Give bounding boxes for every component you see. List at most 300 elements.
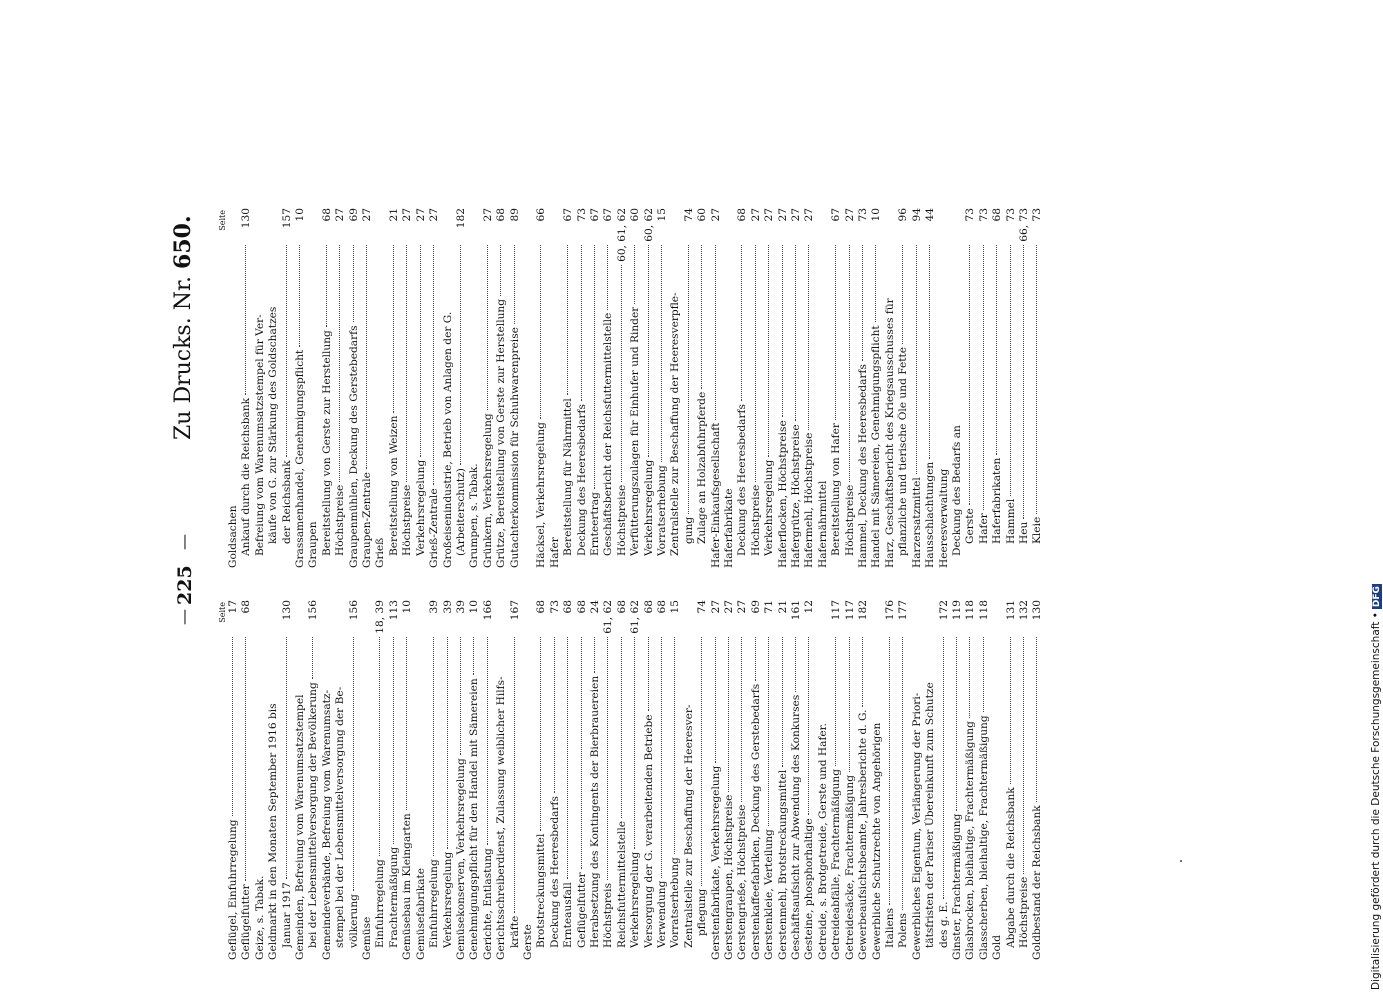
- entry-term: Hausschlachtungen: [924, 461, 937, 568]
- index-entry: [535, 208, 548, 568]
- entry-page-ref: 39: [454, 600, 467, 614]
- index-entry: [696, 208, 709, 568]
- index-entry: [723, 600, 736, 960]
- entry-term: Gemeindeverbände, Befreiung vom Warenumsatz-: [320, 689, 333, 960]
- entry-page-ref: 24: [588, 600, 601, 614]
- index-entry: [964, 208, 977, 568]
- entry-term: pflegung: [696, 888, 709, 936]
- entry-page-ref: 74: [696, 600, 709, 614]
- entry-page-ref: 68: [320, 208, 333, 222]
- index-entry: [924, 208, 937, 568]
- index-entry: [750, 208, 763, 568]
- entry-page-ref: 10: [401, 600, 414, 614]
- entry-page-ref: 27: [709, 600, 722, 614]
- entry-term: Bereitstellung von Weizen: [387, 415, 400, 556]
- entry-term: stempel bei der Lebensmittelversorgung der Be-: [334, 686, 347, 948]
- leader-dots: [715, 245, 716, 420]
- index-entry: [589, 208, 602, 568]
- index-entry: [388, 208, 401, 568]
- leader-dots: [393, 637, 394, 844]
- entry-term: Gerstengraupen, Höchstpreise: [723, 794, 736, 960]
- entry-term: Getreidesäcke, Frachtermäßigung: [843, 775, 856, 960]
- entry-term: Grieß: [374, 537, 387, 568]
- index-entry: [294, 600, 307, 960]
- leader-dots: [902, 245, 903, 344]
- entry-page-ref: 73: [1031, 208, 1044, 222]
- leader-dots: [554, 637, 555, 793]
- index-entry: [924, 600, 937, 960]
- entry-term: Geschäftsaufsicht zur Abwendung des Konkurses: [790, 694, 803, 960]
- leader-dots: [460, 245, 461, 465]
- leader-dots: [755, 637, 756, 681]
- digitization-credit: [1370, 584, 1382, 990]
- index-entry: [1031, 208, 1044, 568]
- entry-page-ref: 118: [977, 600, 990, 621]
- index-entry: [736, 208, 749, 568]
- index-entry: [616, 600, 629, 960]
- entry-page-ref: 161: [790, 600, 803, 621]
- entry-page-ref: 27: [334, 208, 347, 222]
- index-entry: [897, 600, 910, 960]
- entry-page-ref: 27: [776, 208, 789, 222]
- entry-page-ref: 68: [495, 208, 508, 222]
- index-entry: [267, 208, 280, 568]
- entry-page-ref: 68: [615, 600, 628, 614]
- index-entry: [991, 600, 1004, 960]
- leader-dots: [634, 245, 635, 304]
- entry-term: Gerstengrieße, Höchstpreise: [736, 804, 749, 960]
- leader-dots: [795, 245, 796, 421]
- index-column-left: [216, 600, 1045, 960]
- index-entry: [348, 600, 361, 960]
- entry-page-ref: 73: [964, 208, 977, 222]
- entry-term: Gewerbliches Eigentum, Verlängerung der Priori-: [910, 692, 923, 960]
- credit-text: Digitalisierung gefördert durch die Deutsche Forschungsgemeinschaft •: [1370, 612, 1382, 990]
- entry-term: Deckung des Heeresbedarfs: [548, 796, 561, 948]
- leader-dots: [849, 637, 850, 772]
- entry-page-ref: 68: [535, 600, 548, 614]
- leader-dots: [473, 637, 474, 675]
- entry-term: gung: [682, 516, 695, 544]
- entry-page-ref: 17: [227, 600, 239, 614]
- leader-dots: [540, 245, 541, 419]
- entry-page-ref: 182: [454, 208, 467, 229]
- entry-term: Gerstenkleie, Verteilung: [763, 829, 776, 960]
- index-entry: [978, 600, 991, 960]
- entry-term: pflanzliche und tierische Öle und Fette: [897, 346, 910, 556]
- entry-term: Höchstpreis: [602, 882, 615, 948]
- leader-dots: [728, 637, 729, 792]
- entry-page-ref: 27: [481, 208, 494, 222]
- index-entry: [830, 600, 843, 960]
- leader-dots: [487, 245, 488, 410]
- entry-term: käufe von G. zur Stärkung des Goldschatzes: [267, 306, 280, 544]
- entry-page-ref: 15: [669, 600, 682, 614]
- entry-page-ref: 167: [508, 600, 521, 621]
- index-entry: [602, 208, 615, 568]
- index-entry: [442, 600, 455, 960]
- leader-dots: [983, 245, 984, 510]
- leader-dots: [661, 245, 662, 462]
- index-entry: [763, 600, 776, 960]
- index-entry: [790, 208, 803, 568]
- index-entry: [254, 600, 267, 960]
- index-entry: [495, 600, 508, 960]
- entry-page-ref: 68: [991, 208, 1004, 222]
- index-entry: [844, 600, 857, 960]
- entry-page-ref: 21: [776, 600, 789, 614]
- entry-term: Haferfabrikate: [723, 488, 736, 568]
- entry-term: Geflügel, Einfuhrregelung: [227, 819, 239, 960]
- entry-term: Gerstenkaffeefabriken, Deckung des Gerstebedarfs: [749, 683, 762, 960]
- dfg-logo: DFG: [1372, 586, 1382, 608]
- leader-dots: [487, 637, 488, 845]
- index-entry: [656, 208, 669, 568]
- leader-dots: [447, 637, 448, 849]
- index-entry: [790, 600, 803, 960]
- leader-dots: [969, 637, 970, 718]
- entry-page-ref: 117: [843, 600, 856, 621]
- entry-term: Gemeinden, Befreiung vom Warenumsatzstempel: [294, 694, 307, 960]
- rotated-index-page: [168, 200, 1248, 960]
- index-entry: [321, 208, 334, 568]
- index-entry: [334, 208, 347, 568]
- entry-term: Höchstpreise: [1017, 876, 1030, 948]
- entry-term: Ankauf durch die Reichsbank: [240, 397, 253, 556]
- entry-term: Hafer-Einkaufsgesellschaft: [709, 422, 722, 568]
- index-entry: [374, 208, 387, 568]
- entry-term: Höchstpreise: [334, 484, 347, 556]
- leader-dots: [634, 637, 635, 849]
- entry-term: Verkehrsregelung: [629, 851, 642, 948]
- entry-page-ref: 156: [307, 600, 320, 621]
- leader-dots: [782, 637, 783, 767]
- index-entry: [361, 600, 374, 960]
- entry-page-ref: 67: [588, 208, 601, 222]
- leader-dots: [1023, 637, 1024, 874]
- index-entry: [455, 600, 468, 960]
- entry-term: Verkehrsregelung: [642, 459, 655, 556]
- index-entry: [696, 600, 709, 960]
- entry-page-ref: 68: [642, 600, 655, 614]
- leader-dots: [795, 637, 796, 692]
- entry-page-ref: 27: [749, 208, 762, 222]
- index-entry: [549, 600, 562, 960]
- entry-term: Gutachterkommission für Schuhwarenpreise: [508, 327, 521, 568]
- index-entry: [723, 208, 736, 568]
- entry-term: Höchstpreise: [749, 484, 762, 556]
- index-entry: [884, 208, 897, 568]
- leader-dots: [688, 245, 689, 514]
- index-entry: [938, 600, 951, 960]
- leader-dots: [741, 637, 742, 802]
- entry-page-ref: 12: [803, 600, 816, 614]
- leader-dots: [768, 245, 769, 457]
- entry-term: Zentralstelle zur Beschaffung der Heeresverpfle-: [669, 292, 682, 556]
- index-entry: [817, 600, 830, 960]
- entry-term: Reichsfuttermittelstelle: [615, 820, 628, 948]
- entry-page-ref: 166: [481, 600, 494, 621]
- entry-term: Herabsetzung des Kontingents der Bierbrauereien: [588, 675, 601, 948]
- entry-page-ref: 71: [763, 600, 776, 614]
- index-entry: [415, 208, 428, 568]
- index-entry: [549, 208, 562, 568]
- index-entry: [750, 600, 763, 960]
- entry-term: Gerichtsschreiberdienst, Zulassung weiblicher Hilfs-: [495, 676, 508, 960]
- index-entry: [576, 208, 589, 568]
- leader-dots: [889, 637, 890, 905]
- entry-page-ref: 73: [548, 600, 561, 614]
- entry-page-ref: 60, 61, 62: [615, 208, 628, 262]
- leader-dots: [969, 245, 970, 505]
- entry-page-ref: 27: [736, 600, 749, 614]
- entry-term: Graupen-Zentrale: [361, 472, 374, 568]
- entry-term: Geschäftsbericht der Reichsfuttermittelstelle: [602, 312, 615, 556]
- index-entry: [509, 208, 522, 568]
- index-entry: [522, 600, 535, 960]
- index-entry: [991, 208, 1004, 568]
- index-entry: [495, 208, 508, 568]
- entry-page-ref: 156: [347, 600, 360, 621]
- entry-page-ref: 69: [347, 208, 360, 222]
- entry-page-ref: 119: [950, 600, 963, 621]
- entry-term: Grünkern, Verkehrsregelung: [481, 413, 494, 568]
- index-entry: [857, 208, 870, 568]
- entry-page-ref: 66, 73: [1017, 208, 1030, 242]
- entry-term: des g. E.: [937, 901, 950, 948]
- leader-dots: [835, 245, 836, 420]
- index-entry: [683, 600, 696, 960]
- entry-term: Deckung des Heeresbedarfs: [736, 404, 749, 556]
- entry-page-ref: 67: [830, 208, 843, 222]
- index-entry: [1005, 208, 1018, 568]
- entry-term: Hafer: [548, 537, 561, 568]
- entry-page-ref: 73: [1004, 208, 1017, 222]
- entry-page-ref: 66: [535, 208, 548, 222]
- entry-page-ref: 132: [1017, 600, 1030, 621]
- entry-term: Gold: [991, 934, 1004, 960]
- index-entry: [710, 600, 723, 960]
- page-header: [168, 200, 208, 960]
- entry-term: Gerste: [964, 508, 977, 544]
- index-entry: [240, 208, 253, 568]
- leader-dots: [741, 245, 742, 401]
- entry-term: Bereitstellung von Hafer: [830, 423, 843, 556]
- leader-dots: [902, 637, 903, 910]
- entry-term: Großeisenindustrie, Betrieb von Anlagen der G.: [441, 311, 454, 568]
- entry-term: Hammel, Deckung des Heeresbedarfs: [857, 364, 870, 568]
- left-entries: [227, 600, 1045, 960]
- entry-term: Goldbestand der Reichsbank: [1031, 805, 1044, 960]
- entry-term: Gerstenfabrikate, Verkehrsregelung: [709, 765, 722, 960]
- leader-dots: [540, 637, 541, 831]
- leader-dots: [514, 637, 515, 913]
- entry-page-ref: 130: [280, 600, 293, 621]
- leader-dots: [607, 245, 608, 310]
- leader-dots: [514, 245, 515, 324]
- entry-page-ref: 61, 62: [602, 600, 615, 634]
- index-entry: [535, 600, 548, 960]
- entry-page-ref: 177: [897, 600, 910, 621]
- index-entry: [871, 600, 884, 960]
- index-entry: [643, 208, 656, 568]
- leader-dots: [567, 637, 568, 879]
- entry-term: Bereitstellung von Gerste zur Herstellung: [320, 330, 333, 556]
- index-entry: [683, 208, 696, 568]
- entry-term: Verwendung: [656, 880, 668, 948]
- entry-term: Verkehrsregelung: [763, 459, 776, 556]
- leader-dots: [648, 637, 649, 711]
- leader-dots: [835, 637, 836, 766]
- entry-page-ref: 131: [1004, 600, 1017, 621]
- entry-page-ref: 68: [656, 600, 668, 614]
- index-entry: [817, 208, 830, 568]
- entry-term: Geflügelfutter: [575, 872, 588, 948]
- seite-label-right: Seite: [218, 210, 227, 231]
- leader-dots: [648, 245, 649, 457]
- leader-dots: [661, 637, 662, 878]
- index-entry: [227, 600, 240, 960]
- index-entry: [348, 208, 361, 568]
- entry-page-ref: 130: [240, 208, 253, 229]
- leader-dots: [1010, 637, 1011, 784]
- leader-dots: [353, 245, 354, 322]
- leader-dots: [420, 245, 421, 457]
- entry-term: Ginster, Frachtermäßigung: [950, 813, 963, 960]
- right-entries: [227, 208, 1045, 568]
- leader-dots: [326, 245, 327, 327]
- index-entry: [803, 208, 816, 568]
- index-entry: [468, 208, 481, 568]
- entry-term: Höchstpreise: [401, 484, 414, 556]
- entry-term: Heu: [1017, 521, 1030, 544]
- index-entry: [509, 600, 522, 960]
- entry-term: Grumpen, s. Tabak.: [468, 463, 481, 568]
- entry-term: Hafermehl, Höchstpreise: [803, 432, 816, 568]
- index-entry: [334, 600, 347, 960]
- entry-term: Grütze, Bereitstellung von Gerste zur Herstellung: [495, 298, 508, 568]
- entry-page-ref: 39: [441, 600, 454, 614]
- leader-dots: [594, 637, 595, 673]
- index-entry: [964, 600, 977, 960]
- entry-term: Grassamenhandel, Genehmigungspflicht: [294, 349, 307, 568]
- leader-dots: [500, 245, 501, 296]
- leader-dots: [581, 637, 582, 869]
- index-entry: [884, 600, 897, 960]
- index-column-right: [216, 208, 1045, 568]
- entry-term: Vorratserhebung: [655, 465, 668, 556]
- index-entry: [629, 208, 642, 568]
- title-prefix: Zu Drucks. Nr.: [171, 275, 196, 440]
- entry-term: Gewerbliche Schutzrechte von Angehörigen: [870, 722, 883, 960]
- leader-dots: [594, 245, 595, 489]
- entry-term: Genehmigungspflicht für den Handel mit Sämereien: [468, 678, 481, 960]
- index-entry: [1031, 600, 1044, 960]
- entry-term: Geldmarkt in den Monaten September 1916 bis: [267, 703, 280, 960]
- leader-dots: [808, 637, 809, 815]
- entry-term: Haferflocken, Höchstpreise: [776, 420, 789, 568]
- index-entry: [522, 208, 535, 568]
- entry-term: Verkehrsregelung: [441, 851, 454, 948]
- index-entry: [227, 208, 240, 568]
- entry-term: Gemüse: [361, 916, 374, 960]
- index-entry: [656, 600, 669, 960]
- entry-page-ref: 61, 62: [629, 600, 642, 634]
- leader-dots: [996, 245, 997, 455]
- leader-dots: [808, 245, 809, 430]
- entry-term: Brotstreckungsmittel: [535, 833, 548, 948]
- leader-dots: [433, 245, 434, 485]
- entry-page-ref: 27: [428, 208, 441, 222]
- leader-dots: [379, 637, 380, 856]
- entry-term: Gerichte, Entlastung: [481, 848, 494, 960]
- index-entry: [938, 208, 951, 568]
- entry-term: Abgabe durch die Reichsbank: [1004, 787, 1017, 948]
- entry-page-ref: 67: [602, 208, 615, 222]
- entry-page-ref: 27: [843, 208, 856, 222]
- index-entry: [763, 208, 776, 568]
- entry-term: Handel mit Sämereien, Genehmigungspflicht: [870, 325, 883, 568]
- document-title: [170, 215, 196, 440]
- index-entry: [562, 208, 575, 568]
- entry-page-ref: 89: [508, 208, 521, 222]
- page-number: 225: [174, 565, 196, 605]
- entry-page-ref: 27: [763, 208, 776, 222]
- index-entry: [830, 208, 843, 568]
- entry-page-ref: 73: [977, 208, 990, 222]
- entry-page-ref: 27: [361, 208, 374, 222]
- index-entry: [401, 208, 414, 568]
- leader-dots: [1036, 637, 1037, 802]
- entry-page-ref: 27: [803, 208, 816, 222]
- leader-dots: [862, 637, 863, 707]
- entry-term: der Reichsbank: [280, 460, 293, 544]
- entry-page-ref: 10: [294, 208, 307, 222]
- entry-term: Gewerbeaufsichtsbeamte, Jahresberichte d. G.: [857, 709, 870, 960]
- title-number: 650.: [170, 215, 196, 269]
- index-entry: [870, 208, 883, 568]
- entry-term: Verfütterungszulagen für Einhufer und Rinder: [629, 306, 642, 556]
- leader-dots: [755, 245, 756, 482]
- index-entry: [911, 600, 924, 960]
- header-dash-left: —: [174, 609, 193, 625]
- entry-term: Haferfabrikaten: [991, 457, 1004, 544]
- entry-term: Getreide, s. Brotgetreide, Gerste und Hafer.: [816, 723, 829, 960]
- entry-page-ref: 157: [280, 208, 293, 229]
- leader-dots: [674, 637, 675, 854]
- index-entry: [844, 208, 857, 568]
- leader-dots: [782, 245, 783, 417]
- index-entry: [321, 600, 334, 960]
- leader-dots: [406, 637, 407, 810]
- entry-term: Geflügelfutter: [240, 884, 253, 960]
- leader-dots: [607, 637, 608, 880]
- leader-dots: [929, 245, 930, 459]
- entry-term: Höchstpreise: [615, 484, 628, 556]
- entry-term: Graupen: [307, 521, 320, 568]
- index-entry: [1018, 600, 1031, 960]
- entry-term: kräfte: [508, 915, 521, 948]
- entry-page-ref: 67: [562, 208, 575, 222]
- entry-term: Bereitstellung für Nährmittel: [562, 398, 575, 556]
- index-entry: [388, 600, 401, 960]
- leader-dots: [621, 265, 622, 482]
- index-entry: [267, 600, 280, 960]
- leader-dots: [715, 637, 716, 763]
- entry-term: Hafernährmittel: [816, 480, 829, 568]
- entry-page-ref: 176: [883, 600, 896, 621]
- entry-page-ref: 27: [723, 600, 736, 614]
